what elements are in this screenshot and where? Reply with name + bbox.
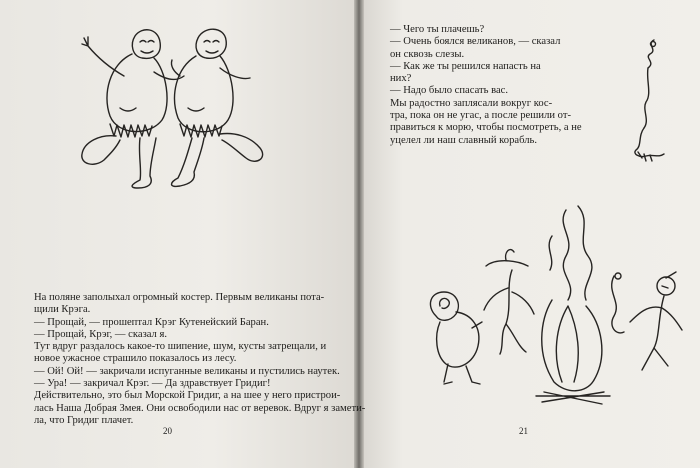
text-line: — Надо было спасать вас. [390,85,509,97]
text-line: новое ужасное страшило показалось из лесу. [34,353,237,365]
text-line: Действительно, это был Морской Гридиг, а на шее у него пристрои- [34,390,341,402]
text-line: — Прощай, — прошептал Крэг Кутенейский Баран. [34,316,269,328]
text-line: На поляне заполыхал огромный костер. Первым великаны пота- [34,292,325,303]
text-line: ла, что Гридиг плачет. [34,414,134,426]
text-line: — Чего ты плачешь? [390,24,485,35]
text-line: — Ой! Ой! — закричали испуганные великаны и пустились наутек. [34,365,340,377]
dancing-giants-illustration [80,24,290,194]
text-line: Мы радостно заплясали вокруг кос- [390,97,553,109]
text-line: Тут вдруг раздалось какое-то шипение, шум, кусты затрещали, и [34,341,327,353]
text-line: — Прощай, Крэг, — сказал я. [34,328,168,340]
text-line: — Как же ты решился напасть на [390,60,541,72]
text-line: щили Крэга. [34,304,91,316]
text-line: — Очень боялся великанов, — сказал [390,36,561,48]
text-line: правиться к морю, чтобы посмотреть, а не [390,122,582,134]
left-page-text [34,292,365,427]
page-number-left: 20 [163,426,172,436]
text-line: них? [390,73,412,85]
hanging-snake-illustration [628,36,672,166]
right-page-text [390,24,582,147]
text-line: он сквозь слезы. [390,48,465,60]
text-line: тра, пока он не угас, а после решили от- [390,110,571,122]
text-line: уцелел ли наш славный корабль. [390,134,537,146]
page-number-right: 21 [519,426,528,436]
text-line: лась Наша Добрая Змея. Они освободили нас от веревок. Вдруг я замети- [34,402,366,414]
bonfire-dance-illustration [416,196,696,416]
text-line: — Ура! — закричал Крэг. — Да здравствует Гридиг! [34,378,271,390]
